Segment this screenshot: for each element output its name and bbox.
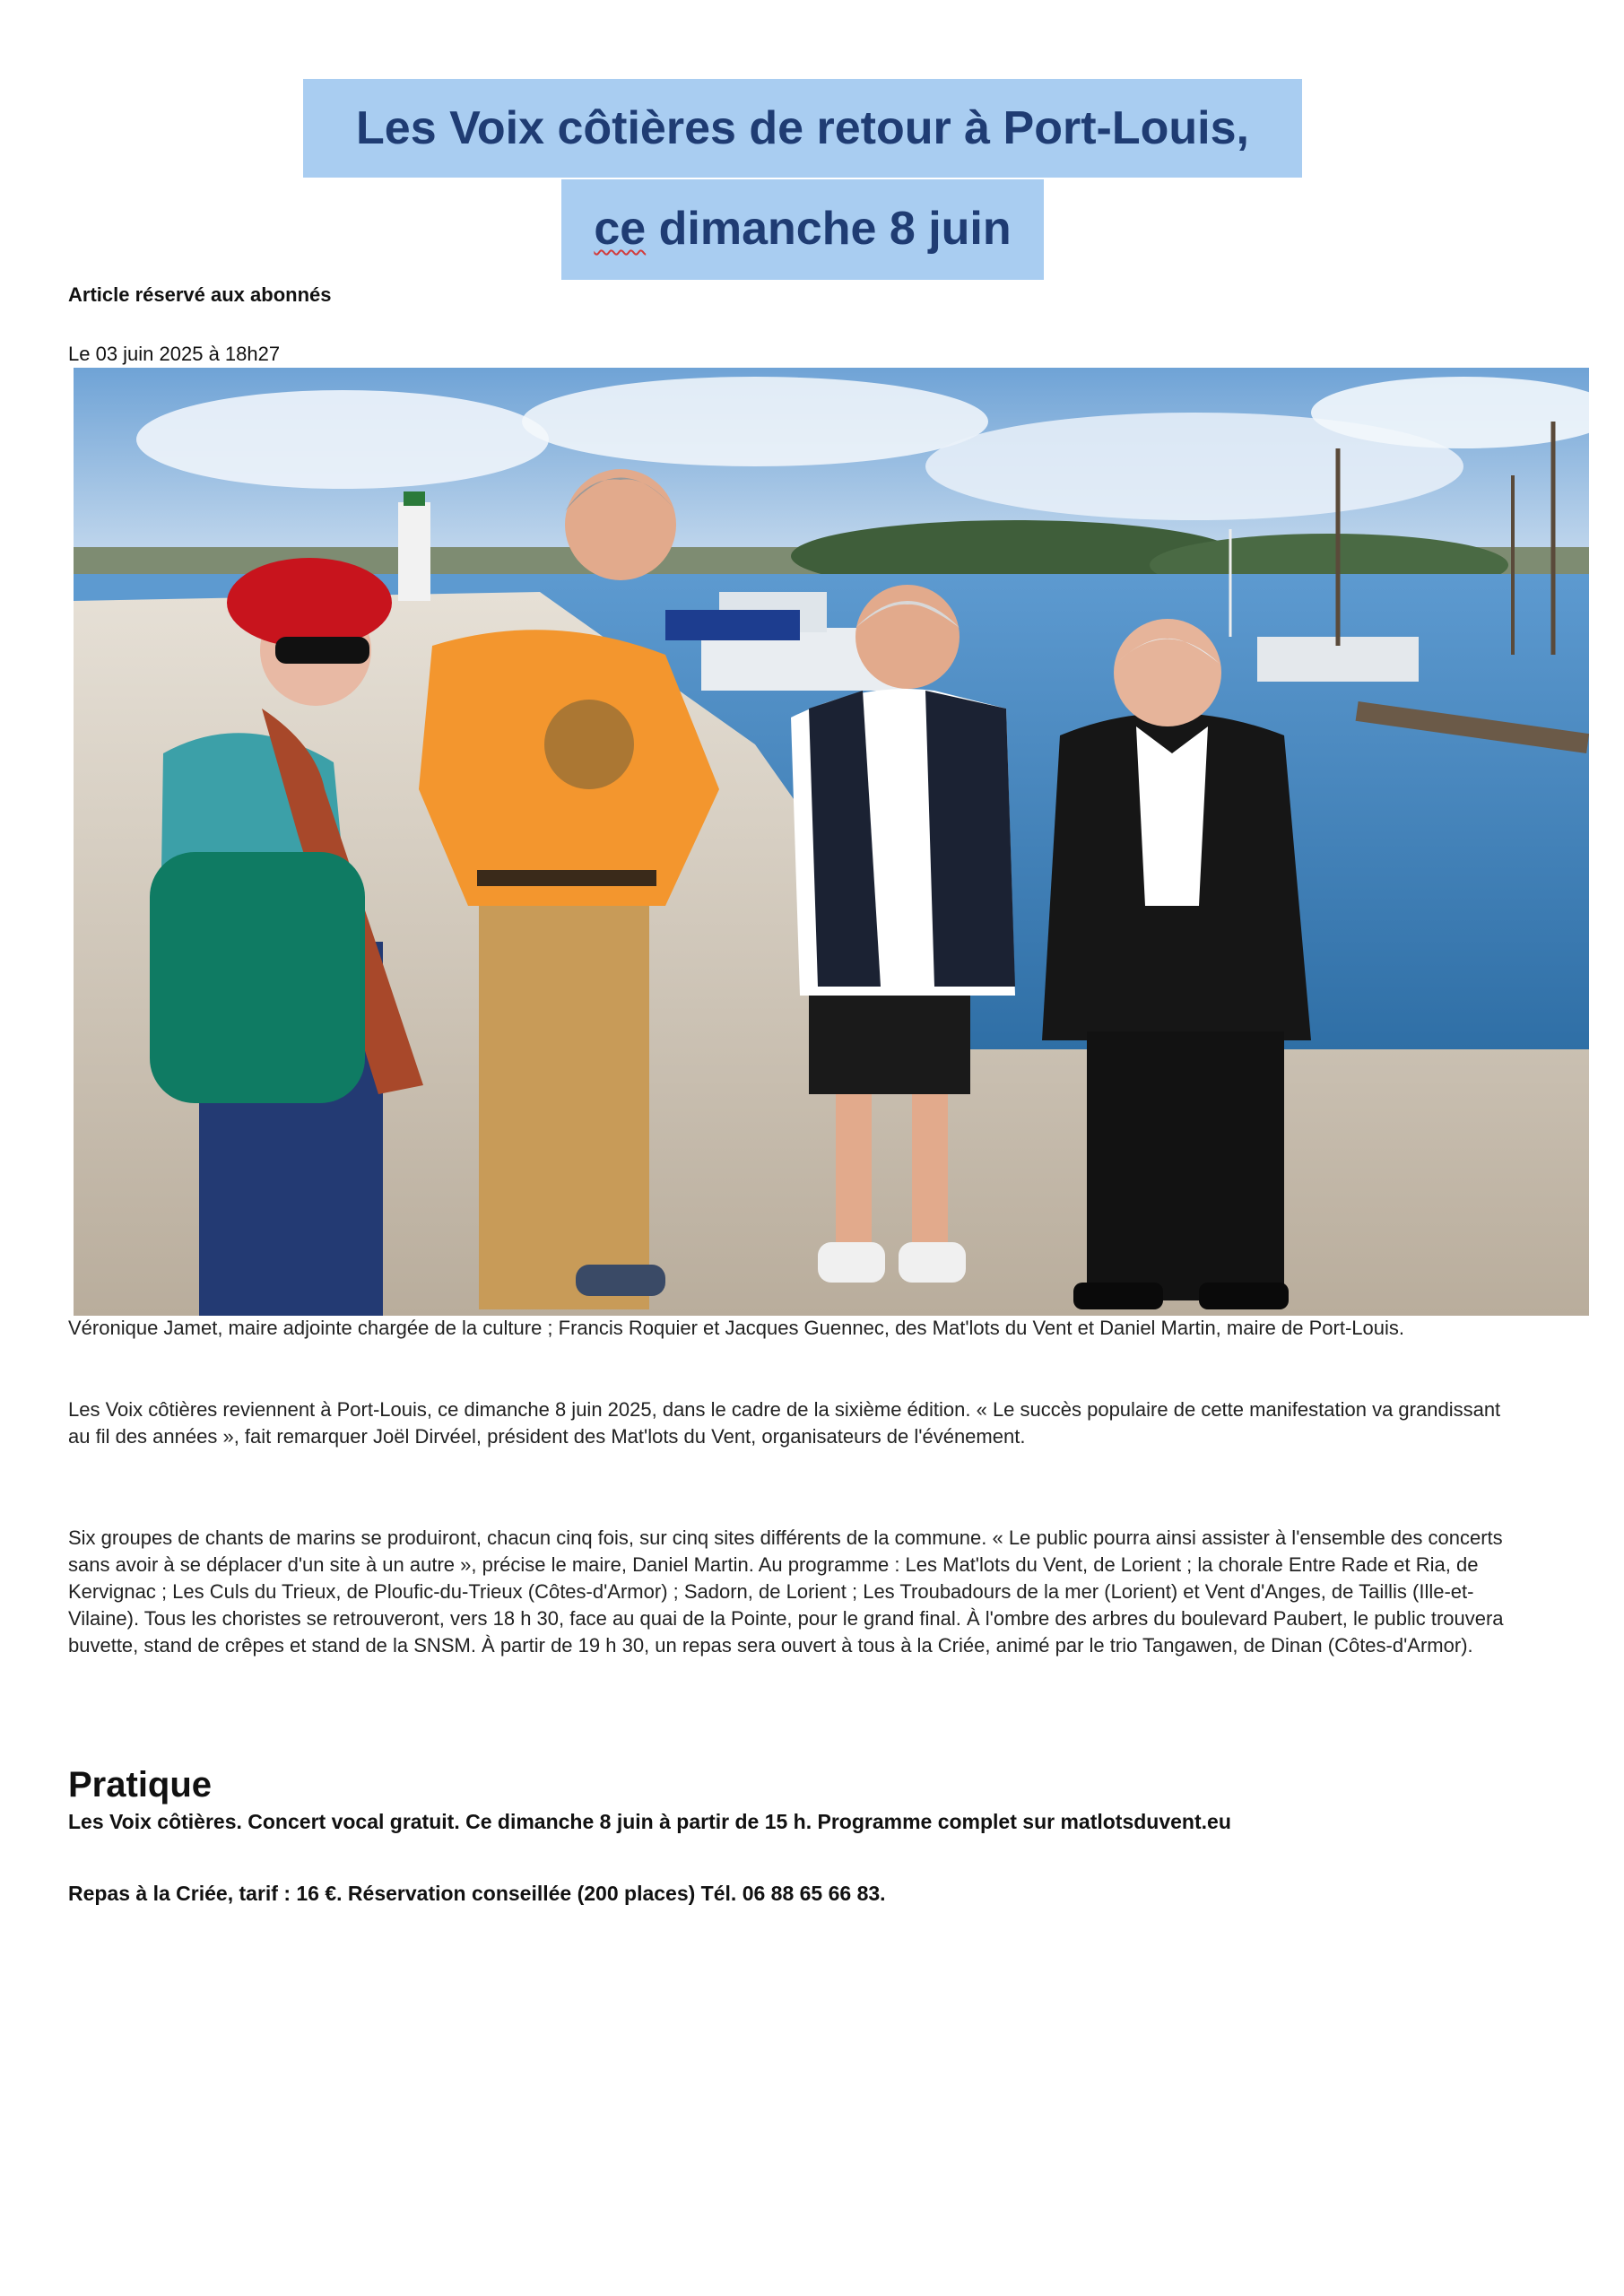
photo-caption: Véronique Jamet, maire adjointe chargée de la culture ; Francis Roquier et Jacques Guennec, des Mat'lots du Vent et Daniel Martin, maire de Port-Louis. xyxy=(68,1317,1404,1339)
article-title-line-1: Les Voix côtières de retour à Port-Louis, xyxy=(303,79,1302,178)
title-word-ce: ce xyxy=(594,203,647,255)
publish-date: Le 03 juin 2025 à 18h27 xyxy=(68,343,281,365)
article-paragraph-2: Six groupes de chants de marins se produiront, chacun cinq fois, sur cinq sites différents de la commune. « Le public pourra ainsi assister à l'ensemble des concerts sans avoir à se déplacer d'un site à un autre », précise le maire, Daniel Martin. Au programme : Les Mat'lots du Vent, de Lorient ; la chorale Entre Rade et Ria, de Kervignac ; Les Culs du Trieux, de Ploufic-du-Trieux (Côtes-d'Armor) ; Sadorn, de Lorient ; Les Troubadours de la mer (Lorient) et Vent d'Anges, de Taillis (Ille-et-Vilaine). Tous les choristes se retrouveront, vers 18 h 30, face au quai de la Pointe, pour le grand final. À l'ombre des arbres du boulevard Paubert, le public trouvera buvette, stand de crêpes et stand de la SNSM. À partir de 19 h 30, un repas sera ouvert à tous à la Criée, animé par le trio Tangawen, de Dinan (Côtes-d'Armor). xyxy=(68,1526,1504,1657)
article-title-line-2 xyxy=(561,179,1044,280)
pratique-meal-info: Repas à la Criée, tarif : 16 €. Réservation conseillée (200 places) Tél. 06 88 65 66 83. xyxy=(68,1882,886,1905)
title-date-text: dimanche 8 juin xyxy=(646,203,1012,255)
subscriber-notice: Article réservé aux abonnés xyxy=(68,283,332,306)
article-paragraph-1: Les Voix côtières reviennent à Port-Louis, ce dimanche 8 juin 2025, dans le cadre de la sixième édition. « Le succès populaire de cette manifestation va grandissant au fil des années », fait remarquer Joël Dirvéel, président des Mat'lots du Vent, organisateurs de l'événement. xyxy=(68,1398,1501,1448)
photo-lighthouse xyxy=(398,502,430,601)
article-photo xyxy=(74,368,1589,1316)
pratique-concert-info: Les Voix côtières. Concert vocal gratuit. Ce dimanche 8 juin à partir de 15 h. Programme complet sur matlotsduvent.eu xyxy=(68,1810,1231,1833)
pratique-heading: Pratique xyxy=(68,1765,213,1805)
